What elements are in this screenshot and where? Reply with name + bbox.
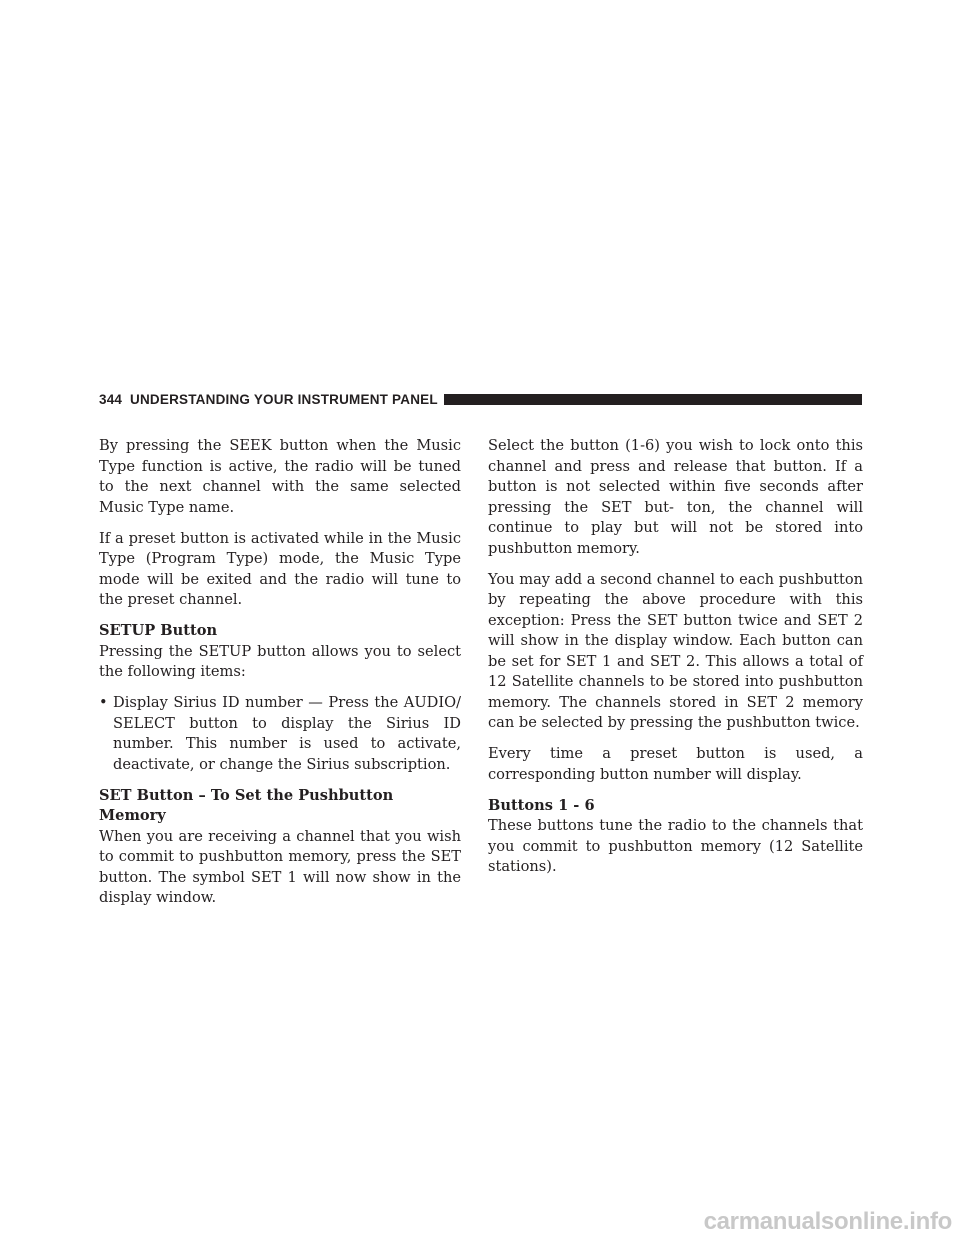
page-header xyxy=(99,388,862,410)
left-column xyxy=(99,436,461,919)
seek-paragraph: By pressing the SEEK button when the Music Type function is active, the radio will be tuned to the next channel with the same selected Music Type name. xyxy=(99,437,461,516)
preset-display-paragraph: Every time a preset button is used, a corresponding button number will display. xyxy=(488,745,863,783)
preset-paragraph: If a preset button is activated while in the Music Type (Program Type) mode, the Music Type mode will be exited and the radio will tune to the preset channel. xyxy=(99,529,461,608)
buttons-heading: Buttons 1 - 6 xyxy=(488,796,595,814)
set-body: When you are receiving a channel that you wish to commit to pushbutton memory, press the SET button. The symbol SET 1 will now show in the display window. xyxy=(99,827,461,906)
page-number: 344 xyxy=(99,391,123,407)
bullet-icon: • xyxy=(99,694,108,711)
list-item xyxy=(99,693,461,775)
watermark: carmanualsonline.info xyxy=(703,1208,952,1235)
select-paragraph: Select the button (1-6) you wish to lock onto this channel and press and release that button. If a button is not selected within five seconds after pressing the SET but- ton, the channel will continue to play but will not be stored into pushbutton memory. xyxy=(488,437,863,557)
setup-heading: SETUP Button xyxy=(99,622,218,639)
page-header-text xyxy=(99,392,438,407)
setup-intro: Pressing the SETUP button allows you to select the following items: xyxy=(99,642,461,680)
buttons-body: These buttons tune the radio to the channels that you commit to pushbutton memory (12 Satellite stations). xyxy=(488,817,863,875)
second-channel-paragraph: You may add a second channel to each pushbutton by repeating the above procedure with this exception: Press the SET button twice and SET 2 will show in the display window. Each button can be set for SET 1 and SET 2. This allows a total of 12 Satellite channels to be stored into pushbutton memory. The channels stored in SET 2 memory can be selected by pressing the pushbutton twice. xyxy=(488,570,863,731)
right-column xyxy=(488,436,863,888)
header-rule xyxy=(444,394,862,405)
bullet-text: Display Sirius ID number — Press the AUDIO/ SELECT button to display the Sirius ID number. This number is used to activate, deactivate, or change the Sirius subscription. xyxy=(113,694,461,773)
section-title: UNDERSTANDING YOUR INSTRUMENT PANEL xyxy=(130,391,438,407)
set-heading: SET Button – To Set the Pushbutton Memory xyxy=(99,786,394,824)
